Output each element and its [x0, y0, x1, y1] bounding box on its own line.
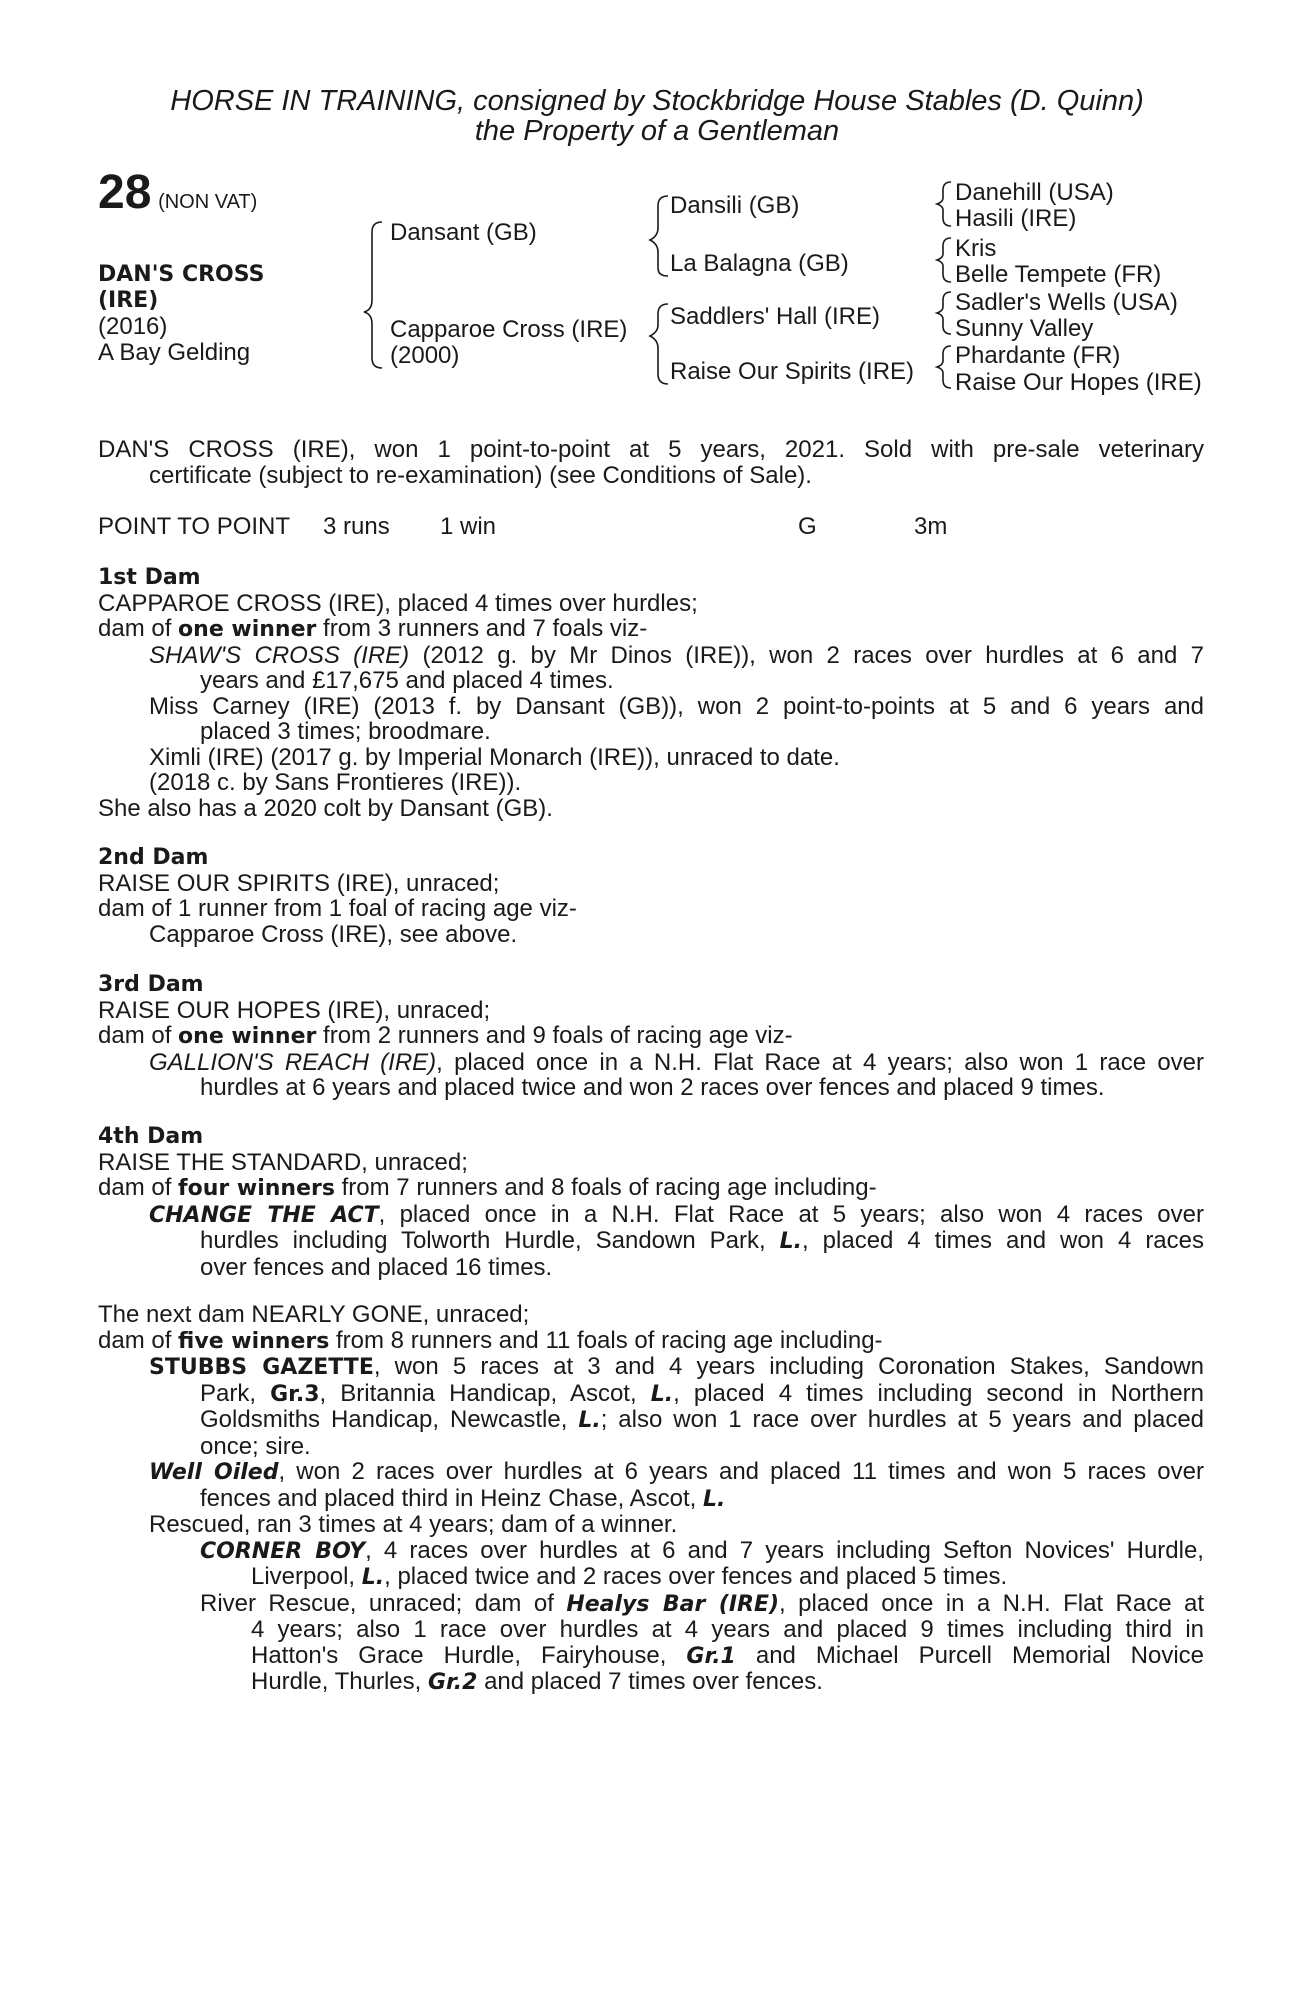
fourth-dam-line: RAISE THE STANDARD, unraced; — [98, 1148, 468, 1176]
offspring-4: (2018 c. by Sans Frontieres (IRE)). — [149, 769, 522, 796]
second-dam-section — [98, 845, 1204, 947]
fourth-dam-heading: 4th Dam — [98, 1124, 204, 1149]
ancestor-2: Hasili (IRE) — [955, 205, 1077, 232]
foaling-year: (2016) — [98, 313, 168, 340]
next-dam-produce-line: dam of five winners from 8 runners and 11 foals of racing age including- — [98, 1326, 883, 1354]
river-rescue-cont-2: Hatton's Grace Hurdle, Fairyhouse, Gr.1 and Michael Purcell Memorial Novice — [251, 1641, 1205, 1669]
second-dam-line: RAISE OUR SPIRITS (IRE), unraced; — [98, 869, 500, 897]
catalogue-heading: HORSE IN TRAINING, consigned by Stockbridge House Stables (D. Quinn) — [170, 85, 1144, 117]
offspring-3: Ximli (IRE) (2017 g. by Imperial Monarch (IRE)), unraced to date. — [149, 743, 840, 771]
first-dam-heading: 1st Dam — [98, 565, 201, 590]
river-rescue-cont-3: Hurdle, Thurles, Gr.2 and placed 7 times over fences. — [251, 1668, 823, 1695]
fourth-dam-offspring-cont2: over fences and placed 16 times. — [200, 1253, 553, 1281]
dam: Capparoe Cross (IRE) — [390, 316, 628, 343]
corner-boy-entry: CORNER BOY, 4 races over hurdles at 6 and 7 years including Sefton Novices' Hurdle, — [200, 1536, 1204, 1564]
record-runs: 3 runs — [323, 513, 390, 540]
first-dam-note: She also has a 2020 colt by Dansant (GB). — [98, 794, 553, 822]
corner-boy-cont: Liverpool, L., placed twice and 2 races over fences and placed 5 times. — [251, 1563, 1008, 1590]
ancestor-7: Phardante (FR) — [955, 342, 1121, 369]
horse-name: DAN'S CROSS — [98, 262, 265, 287]
dam-sire: Saddlers' Hall (IRE) — [670, 303, 880, 330]
third-dam-section — [98, 972, 1204, 1101]
lot-number: 28 — [98, 166, 152, 219]
record-wins: 1 win — [440, 513, 497, 540]
fourth-dam-offspring-cont: hurdles including Tolworth Hurdle, Sandown Park, L., placed 4 times and won 4 races — [200, 1227, 1205, 1254]
rescued-entry: Rescued, ran 3 times at 4 years; dam of a winner. — [149, 1511, 678, 1538]
fourth-dam-section — [98, 1124, 1204, 1280]
sire-dam: La Balagna (GB) — [670, 250, 849, 277]
vat-status: (NON VAT) — [158, 191, 258, 213]
next-dam-section — [98, 1302, 1204, 1696]
first-dam-line: CAPPAROE CROSS (IRE), placed 4 times over hurdles; — [98, 589, 698, 617]
ancestor-1: Danehill (USA) — [955, 179, 1114, 206]
fourth-dam-produce-line: dam of four winners from 7 runners and 8 foals of racing age including- — [98, 1174, 877, 1201]
third-dam-offspring: GALLION'S REACH (IRE), placed once in a N.H. Flat Race at 4 years; also won 1 race over — [149, 1048, 1205, 1076]
intro-line-1: DAN'S CROSS (IRE), won 1 point-to-point at 5 years, 2021. Sold with pre-sale veterinary — [98, 436, 1204, 463]
offspring-2: Miss Carney (IRE) (2013 f. by Dansant (GB)), won 2 point-to-points at 5 and 6 years and — [149, 692, 1204, 720]
sire-sire: Dansili (GB) — [670, 192, 800, 219]
horse-description: A Bay Gelding — [98, 339, 251, 366]
stubbs-gazette-cont-1: Park, Gr.3, Britannia Handicap, Ascot, L., placed 4 times including second in Northern — [200, 1379, 1205, 1407]
second-dam-produce-line: dam of 1 runner from 1 foal of racing age viz- — [98, 895, 577, 922]
third-dam-line: RAISE OUR HOPES (IRE), unraced; — [98, 996, 491, 1024]
well-oiled-entry: Well Oiled, won 2 races over hurdles at 6 years and placed 11 times and won 5 races over — [149, 1458, 1204, 1485]
third-dam-heading: 3rd Dam — [98, 972, 204, 997]
stubbs-gazette-cont-2: Goldsmiths Handicap, Newcastle, L.; also won 1 race over hurdles at 5 years and placed — [200, 1406, 1205, 1433]
offspring-2-cont: placed 3 times; broodmare. — [200, 718, 491, 745]
intro-line-2: certificate (subject to re-examination) (see Conditions of Sale). — [149, 461, 812, 489]
offspring-1-cont: years and £17,675 and placed 4 times. — [200, 667, 614, 694]
second-dam-heading: 2nd Dam — [98, 845, 209, 870]
second-dam-offspring: Capparoe Cross (IRE), see above. — [149, 920, 518, 948]
record-distance: 3m — [914, 513, 948, 540]
river-rescue-entry: River Rescue, unraced; dam of Healys Bar (IRE), placed once in a N.H. Flat Race at — [200, 1589, 1205, 1617]
ancestor-4: Belle Tempete (FR) — [955, 261, 1162, 288]
record-going: G — [798, 513, 817, 540]
ancestor-8: Raise Our Hopes (IRE) — [955, 369, 1202, 396]
next-dam-line: The next dam NEARLY GONE, unraced; — [98, 1301, 530, 1328]
record-label: POINT TO POINT — [98, 513, 291, 540]
third-dam-produce-line: dam of one winner from 2 runners and 9 foals of racing age viz- — [98, 1022, 793, 1049]
ancestor-5: Sadler's Wells (USA) — [955, 289, 1178, 316]
dam-foaling-year: (2000) — [390, 342, 460, 369]
first-dam-section — [98, 565, 1204, 821]
first-dam-produce-line: dam of one winner from 3 runners and 7 foals viz- — [98, 615, 648, 642]
third-dam-offspring-cont: hurdles at 6 years and placed twice and won 2 races over fences and placed 9 times. — [200, 1074, 1105, 1101]
intro-paragraph — [98, 437, 1204, 488]
ancestor-3: Kris — [955, 235, 997, 262]
river-rescue-cont-1: 4 years; also 1 race over hurdles at 4 years and placed 9 times including third in — [251, 1616, 1204, 1643]
fourth-dam-offspring: CHANGE THE ACT, placed once in a N.H. Flat Race at 5 years; also won 4 races over — [149, 1200, 1204, 1228]
well-oiled-cont: fences and placed third in Heinz Chase, Ascot, L. — [200, 1484, 726, 1512]
sire: Dansant (GB) — [390, 219, 537, 246]
dam-dam: Raise Our Spirits (IRE) — [670, 358, 915, 385]
catalogue-subheading: the Property of a Gentleman — [474, 115, 840, 147]
offspring-1: SHAW'S CROSS (IRE) (2012 g. by Mr Dinos (IRE)), won 2 races over hurdles at 6 and 7 — [149, 641, 1204, 669]
stubbs-gazette-entry: STUBBS GAZETTE, won 5 races at 3 and 4 years including Coronation Stakes, Sandown — [149, 1353, 1204, 1380]
horse-name-suffix: (IRE) — [98, 288, 159, 313]
ancestor-6: Sunny Valley — [955, 315, 1094, 342]
stubbs-gazette-cont-3: once; sire. — [200, 1432, 311, 1460]
